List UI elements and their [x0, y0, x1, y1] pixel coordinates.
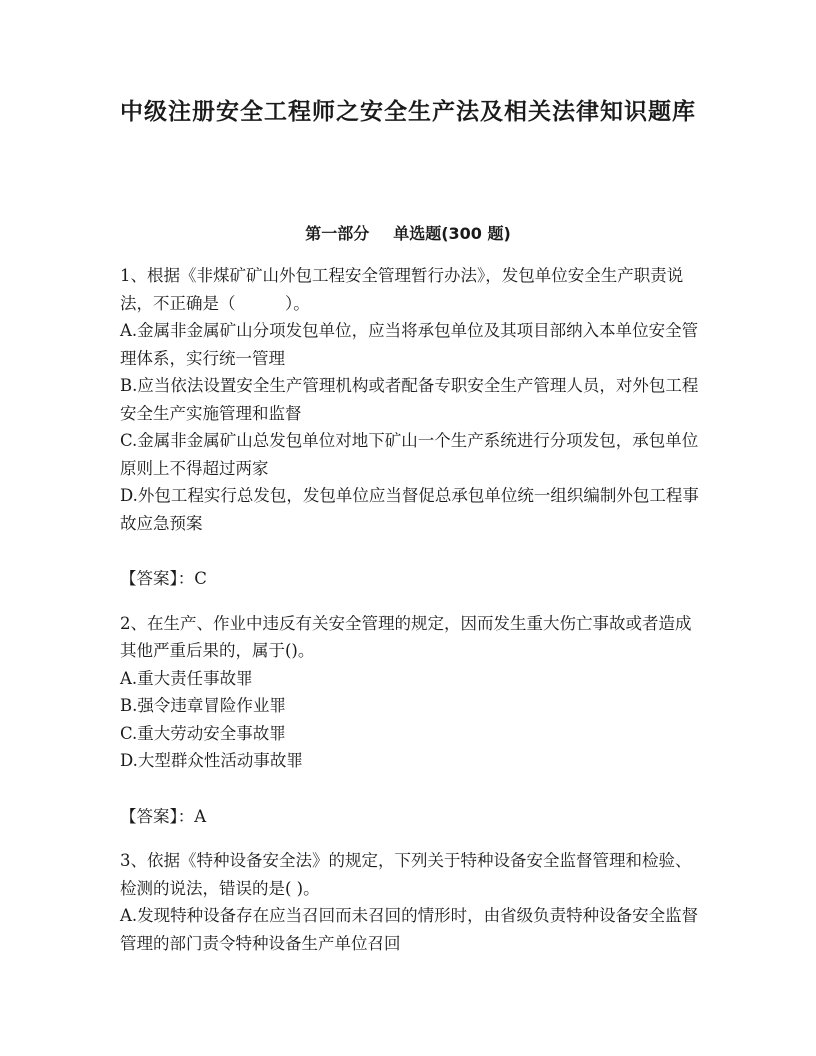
question-3 [120, 847, 700, 957]
section-name: 单选题(300 题) [393, 224, 511, 243]
answer-line [120, 565, 700, 593]
question-stem: 2、在生产、作业中违反有关安全管理的规定，因而发生重大伤亡事故或者造成其他严重后果的，属于()。 [120, 613, 692, 660]
answer-value: C [194, 569, 207, 588]
section-heading [0, 221, 816, 247]
question-1 [120, 262, 700, 593]
option-a: A.发现特种设备存在应当召回而未召回的情形时，由省级负责特种设备安全监督管理的部门责令特种设备生产单位召回 [120, 906, 699, 953]
answer-label: 【答案】： [120, 806, 195, 826]
question-2 [120, 610, 700, 831]
answer-value: A [194, 806, 207, 826]
option-b: B.强令违章冒险作业罪 [120, 696, 286, 715]
option-a: A.金属非金属矿山分项发包单位，应当将承包单位及其项目部纳入本单位安全管理体系，实行统一管理 [120, 321, 699, 368]
document-title: 中级注册安全工程师之安全生产法及相关法律知识题库 [120, 99, 696, 125]
question-stem: 1、根据《非煤矿矿山外包工程安全管理暂行办法》，发包单位安全生产职责说法，不正确是（ ）。 [120, 266, 684, 313]
option-a: A.重大责任事故罪 [120, 668, 253, 688]
option-b: B.应当依法设置安全生产管理机构或者配备专职安全生产管理人员，对外包工程安全生产实施管理和监督 [120, 376, 699, 423]
option-d: D.外包工程实行总发包，发包单位应当督促总承包单位统一组织编制外包工程事故应急预案 [120, 486, 699, 533]
option-c: C.重大劳动安全事故罪 [120, 723, 286, 743]
question-stem: 3、依据《特种设备安全法》的规定，下列关于特种设备安全监督管理和检验、检测的说法，错误的是( )。 [120, 851, 692, 898]
answer-label: 【答案】： [120, 569, 195, 588]
answer-line [120, 803, 700, 831]
option-d: D.大型群众性活动事故罪 [120, 751, 303, 770]
option-c: C.金属非金属矿山总发包单位对地下矿山一个生产系统进行分项发包，承包单位原则上不得超过两家 [120, 431, 699, 478]
section-label: 第一部分 [305, 224, 370, 243]
question-list [120, 262, 700, 957]
